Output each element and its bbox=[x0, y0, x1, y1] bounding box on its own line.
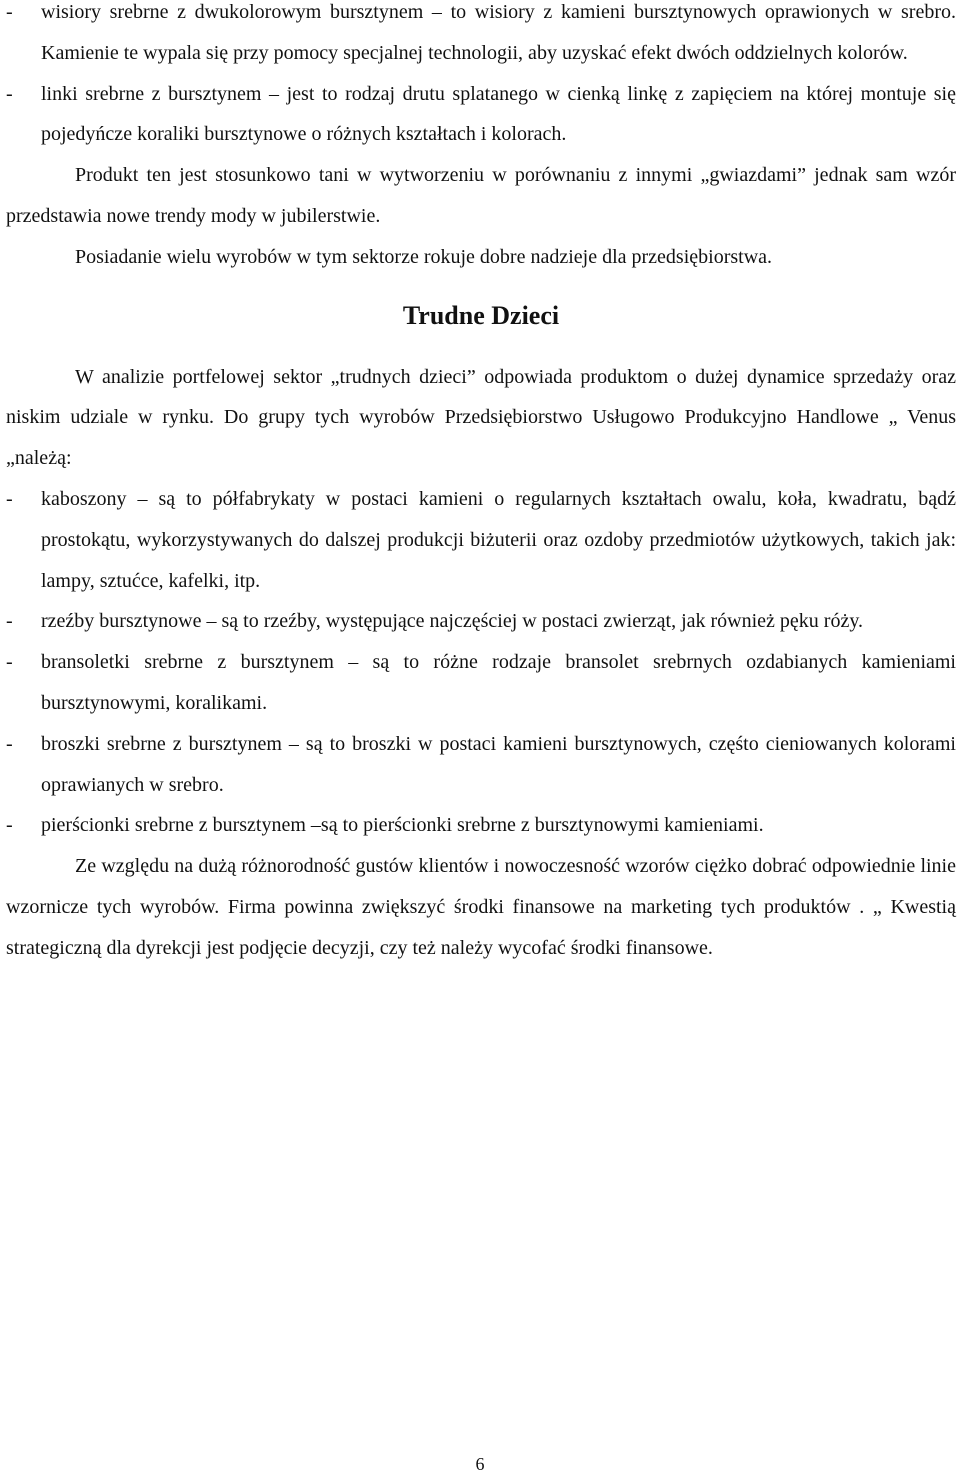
paragraph: Posiadanie wielu wyrobów w tym sektorze rokuje dobre nadzieje dla przedsiębiorstwa. bbox=[75, 245, 773, 268]
list-item-text: wisiory srebrne z dwukolorowym bursztynem – to wisiory z kamieni bursztynowych oprawionych w srebro. Kamienie te wypala się przy pomocy specjalnej technologii, aby uzyskać efekt dwóch oddzielnych kolorów. bbox=[41, 1, 956, 64]
list-item bbox=[6, 479, 956, 601]
paragraph: W analizie portfelowej sektor „trudnych dzieci” odpowiada produktom o dużej dynamice sprzedaży oraz niskim udziale w rynku. Do grupy tych wyrobów Przedsiębiorstwo Usługowo Produkcyjno Handlowe „ Venus „należą: bbox=[6, 365, 956, 470]
list-dash: - bbox=[6, 732, 13, 755]
list-item bbox=[6, 805, 956, 846]
list-dash: - bbox=[6, 82, 13, 105]
page-number: 6 bbox=[475, 1454, 485, 1474]
list-item-text: pierścionki srebrne z bursztynem –są to pierścionki srebrne z bursztynowymi kamieniami. bbox=[41, 814, 764, 837]
list-item bbox=[6, 0, 956, 74]
list-item-text: rzeźby bursztynowe – są to rzeźby, występujące najczęściej w postaci zwierząt, jak również pęku róży. bbox=[41, 610, 864, 633]
list-item bbox=[6, 74, 956, 156]
list-dash: - bbox=[6, 814, 13, 837]
section-heading: Trudne Dzieci bbox=[402, 300, 560, 330]
list-item-text: bransoletki srebrne z bursztynem – są to różne rodzaje bransolet srebrnych ozdabianych kamieniami bursztynowymi, koralikami. bbox=[41, 651, 956, 714]
document-page bbox=[6, 0, 956, 969]
paragraph: Ze względu na dużą różnorodność gustów klientów i nowoczesność wzorów ciężko dobrać odpowiednie linie wzornicze tych wyrobów. Firma powinna zwiększyć środki finansowe na marketing tych produktów . „ Kwestią strategiczną dla dyrekcji jest podjęcie decyzji, czy też należy wycofać środki finansowe. bbox=[6, 855, 956, 959]
list-dash: - bbox=[6, 1, 13, 23]
list-item-text: kaboszony – są to półfabrykaty w postaci kamieni o regularnych kształtach owalu, koła, kwadratu, bądź prostokątu, wykorzystywanych do dalszej produkcji biżuterii oraz ozdoby przedmiotów użytkowych, takich jak: lampy, sztućce, kafelki, itp. bbox=[41, 487, 956, 592]
list-dash: - bbox=[6, 651, 13, 674]
list-item-text: broszki srebrne z bursztynem – są to broszki w postaci kamieni bursztynowych, częśto cieniowanych kolorami oprawianych w srebro. bbox=[41, 732, 956, 796]
list-item-text: linki srebrne z bursztynem – jest to rodzaj drutu splatanego w cienką linkę z zapięciem na której montuje się pojedyńcze koraliki bursztynowe o różnych kształtach i kolorach. bbox=[41, 82, 956, 146]
list-item bbox=[6, 601, 956, 642]
list-dash: - bbox=[6, 610, 13, 633]
list-dash: - bbox=[6, 487, 13, 510]
list-item bbox=[6, 724, 956, 806]
paragraph: Produkt ten jest stosunkowo tani w wytworzeniu w porównaniu z innymi „gwiazdami” jednak sam wzór przedstawia nowe trendy mody w jubilerstwie. bbox=[6, 164, 956, 227]
list-item bbox=[6, 642, 956, 724]
